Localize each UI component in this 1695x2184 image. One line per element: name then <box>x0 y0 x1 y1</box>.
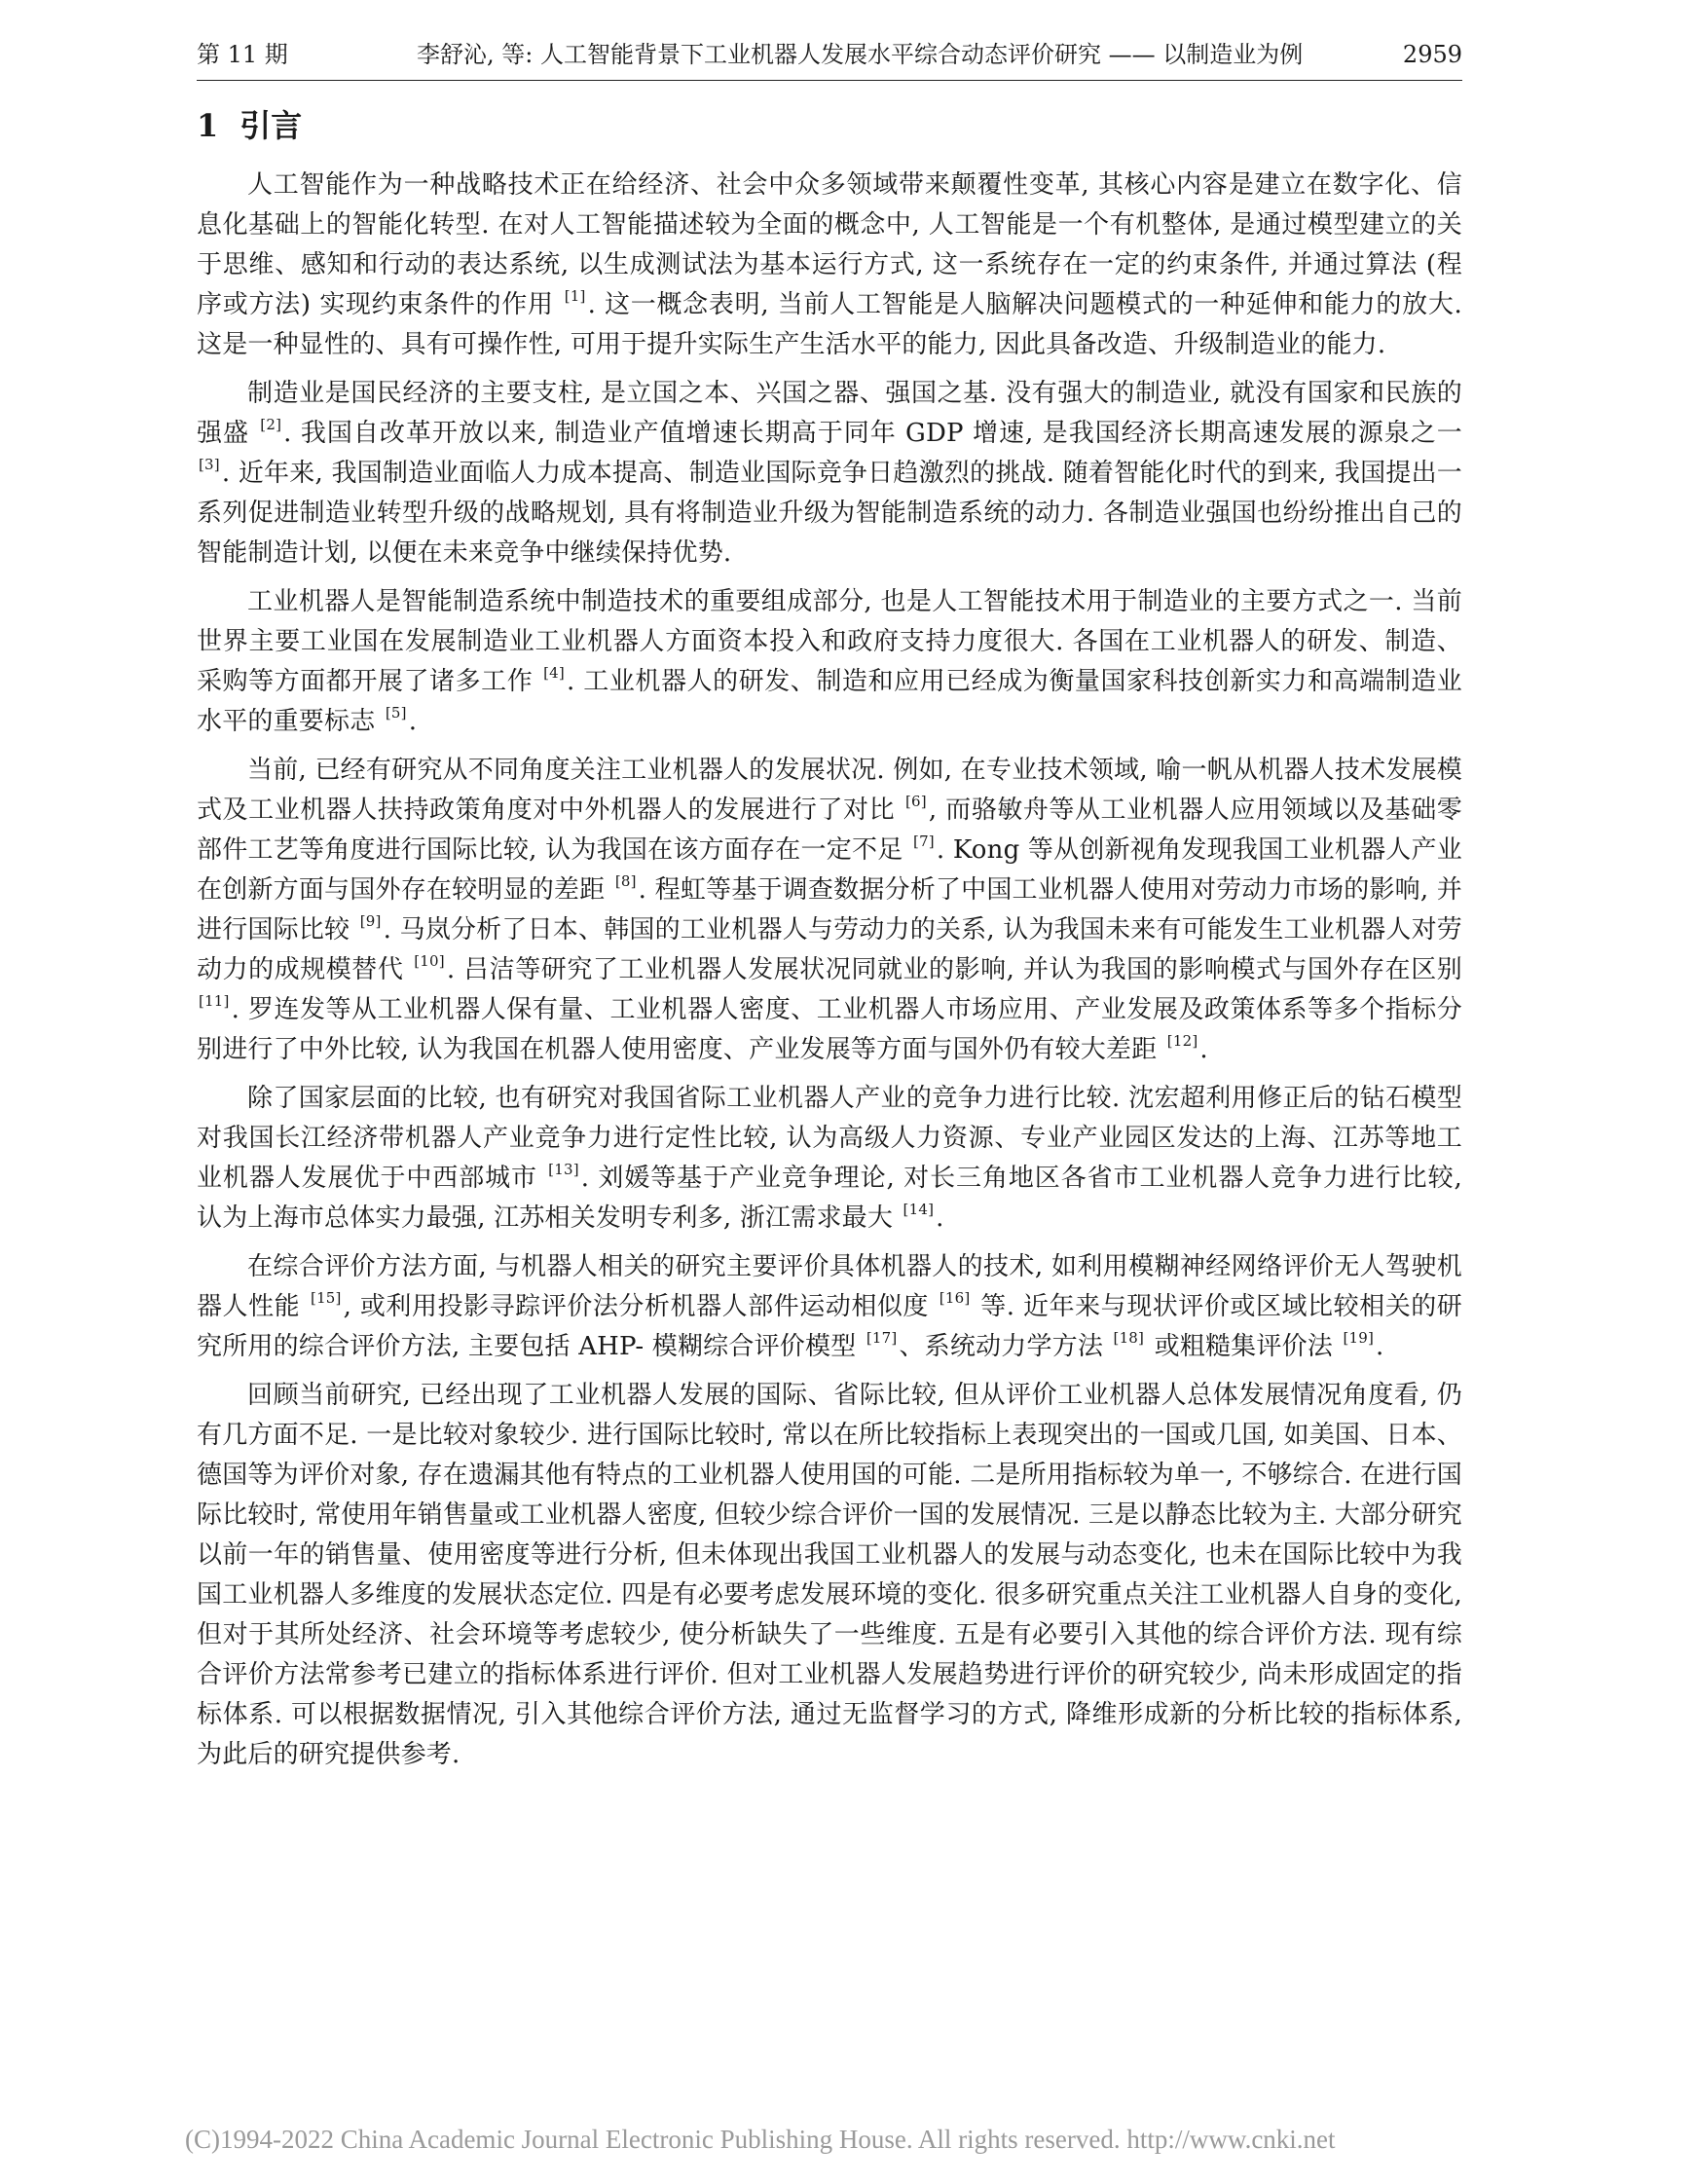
citation-ref: [16] <box>939 1289 971 1307</box>
paragraph-text: 制造业是国民经济的主要支柱, 是立国之本、兴国之器、强国之基. 没有强大的制造业, 就没有国家和民族的强盛 <box>197 379 1462 448</box>
citation-ref: [19] <box>1343 1329 1375 1347</box>
citation-ref: [5] <box>385 704 407 722</box>
citation-ref: [3] <box>199 456 220 473</box>
issue-label: 第 11 期 <box>197 41 288 68</box>
paragraph-text: . 近年来, 我国制造业面临人力成本提高、制造业国际竞争日趋激烈的挑战. 随着智能化时代的到来, 我国提出一系列促进制造业转型升级的战略规划, 具有将制造业升级为智能制造系统的动力. 各制造业强国也纷纷推出自己的智能制造计划, 以便在未来竞争中继续保持优势. <box>197 459 1462 568</box>
running-title: 李舒沁, 等: 人工智能背景下工业机器人发展水平综合动态评价研究 —— 以制造业为例 <box>417 41 1304 68</box>
section-heading <box>197 101 302 150</box>
body-paragraph <box>197 1247 1462 1367</box>
citation-ref: [14] <box>903 1201 935 1218</box>
citation-ref: [8] <box>614 872 637 890</box>
paragraph-text: 工业机器人是智能制造系统中制造技术的重要组成部分, 也是人工智能技术用于制造业的主要方式之一. 当前世界主要工业国在发展制造业工业机器人方面资本投入和政府支持力度很大. 各国在工业机器人的研发、制造、采购等方面都开展了诸多工作 <box>197 587 1462 696</box>
citation-ref: [13] <box>548 1161 579 1178</box>
citation-ref: [4] <box>543 664 565 682</box>
paragraph-text: . 我国自改革开放以来, 制造业产值增速长期高于同年 GDP 增速, 是我国经济长期高速发展的源泉之一 <box>283 419 1462 448</box>
page-number: 2959 <box>1402 41 1462 68</box>
citation-ref: [17] <box>866 1329 898 1347</box>
citation-ref: [7] <box>913 833 935 850</box>
copyright-footer: (C)1994-2022 China Academic Journal Electronic Publishing House. All rights reserved. http://www.cnki.net <box>185 2125 1336 2154</box>
paragraph-text: 回顾当前研究, 已经出现了工业机器人发展的国际、省际比较, 但从评价工业机器人总体发展情况角度看, 仍有几方面不足. 一是比较对象较少. 进行国际比较时, 常以在所比较指标上表现突出的一国或几国, 如美国、日本、德国等为评价对象, 存在遗漏其他有特点的工业机器人使用国的可能. 二是所用指标较为单一, 不够综合. 在进行国际比较时, 常使用年销售量或工业机器人密度, 但较少综合评价一国的发展情况. 三是以静态比较为主. 大部分研究以前一年的销售量、使用密度等进行分析, 但未体现出我国工业机器人的发展与动态变化, 也未在国际比较中为我国工业机器人多维度的发展状态定位. 四是有必要考虑发展环境的变化. 很多研究重点关注工业机器人自身的变化, 但对于其所处经济、社会环境等考虑较少, 使分析缺失了一些维度. 五是有必要引入其他的综合评价方法. 现有综合评价方法常参考已建立的指标体系进行评价. 但对工业机器人发展趋势进行评价的研究较少, 尚未形成固定的指标体系. 可以根据数据情况, 引入其他综合评价方法, 通过无监督学习的方式, 降维形成新的分析比较的指标体系, 为此后的研究提供参考. <box>197 1381 1462 1769</box>
paragraph-text: . 马岚分析了日本、韩国的工业机器人与劳动力的关系, 认为我国未来有可能发生工业机器人对劳动力的成规模替代 <box>197 915 1463 984</box>
header-rule <box>197 80 1462 81</box>
citation-ref: [10] <box>414 952 445 970</box>
paragraph-text: . 这一概念表明, 当前人工智能是人脑解决问题模式的一种延伸和能力的放大. 这是一种显性的、具有可操作性, 可用于提升实际生产生活水平的能力, 因此具备改造、升级制造业的能力. <box>197 290 1463 359</box>
paragraph-text: 人工智能作为一种战略技术正在给经济、社会中众多领域带来颠覆性变革, 其核心内容是建立在数字化、信息化基础上的智能化转型. 在对人工智能描述较为全面的概念中, 人工智能是一个有机整体, 是通过模型建立的关于思维、感知和行动的表达系统, 以生成测试法为基本运行方式, 这一系统存在一定的约束条件, 并通过算法 (程序或方法) 实现约束条件的作用 <box>197 170 1462 319</box>
paragraph-text: . 刘媛等基于产业竞争理论, 对长三角地区各省市工业机器人竞争力进行比较, 认为上海市总体实力最强, 江苏相关发明专利多, 浙江需求最大 <box>197 1164 1462 1233</box>
paragraph-text: . 罗连发等从工业机器人保有量、工业机器人密度、工业机器人市场应用、产业发展及政策体系等多个指标分别进行了中外比较, 认为我国在机器人使用密度、产业发展等方面与国外仍有较大差距 <box>197 995 1462 1064</box>
paragraph-text: , 或利用投影寻踪评价法分析机器人部件运动相似度 <box>343 1292 938 1321</box>
citation-ref: [18] <box>1113 1329 1145 1347</box>
citation-ref: [12] <box>1166 1032 1198 1050</box>
paragraph-text: 除了国家层面的比较, 也有研究对我国省际工业机器人产业的竞争力进行比较. 沈宏超利用修正后的钻石模型对我国长江经济带机器人产业竞争力进行定性比较, 认为高级人力资源、专业产业园区发达的上海、江苏等地工业机器人发展优于中西部城市 <box>197 1084 1462 1193</box>
paragraph-text: . <box>408 707 418 736</box>
citation-ref: [1] <box>564 287 586 305</box>
paragraph-text: 在综合评价方法方面, 与机器人相关的研究主要评价具体机器人的技术, 如利用模糊神经网络评价无人驾驶机器人性能 <box>197 1252 1462 1321</box>
paragraph-text: . <box>1376 1332 1384 1361</box>
running-header <box>197 35 1462 74</box>
section-title: 引言 <box>240 107 303 144</box>
paragraph-text: . <box>936 1203 944 1233</box>
paragraph-text: . 工业机器人的研发、制造和应用已经成为衡量国家科技创新实力和高端制造业水平的重要标志 <box>197 667 1462 736</box>
body-paragraph <box>197 1079 1462 1239</box>
paragraph-text: 、系统动力学方法 <box>899 1332 1112 1361</box>
paragraph-text: 当前, 已经有研究从不同角度关注工业机器人的发展状况. 例如, 在专业技术领域, 喻一帆从机器人技术发展模式及工业机器人扶持政策角度对中外机器人的发展进行了对比 <box>197 756 1462 825</box>
paragraph-text: . Kong 等从创新视角发现我国工业机器人产业在创新方面与国外存在较明显的差距 <box>197 835 1462 905</box>
paragraph-text: 或粗糙集评价法 <box>1146 1332 1342 1361</box>
body-text <box>197 166 1462 1784</box>
body-paragraph <box>197 166 1462 365</box>
body-paragraph <box>197 1376 1462 1775</box>
paragraph-text: 等. 近年来与现状评价或区域比较相关的研究所用的综合评价方法, 主要包括 AHP- 模糊综合评价模型 <box>197 1292 1462 1361</box>
citation-ref: [6] <box>904 793 927 810</box>
paragraph-text: . <box>1199 1035 1208 1064</box>
body-paragraph <box>197 751 1462 1070</box>
citation-ref: [9] <box>359 912 382 930</box>
paragraph-text: , 而骆敏舟等从工业机器人应用领域以及基础零部件工艺等角度进行国际比较, 认为我国在该方面存在一定不足 <box>197 796 1462 865</box>
citation-ref: [11] <box>199 992 230 1010</box>
body-paragraph <box>197 582 1462 742</box>
citation-ref: [2] <box>260 416 282 433</box>
body-paragraph <box>197 374 1462 574</box>
paragraph-text: . 程虹等基于调查数据分析了中国工业机器人使用对劳动力市场的影响, 并进行国际比较 <box>197 875 1462 944</box>
citation-ref: [15] <box>311 1289 342 1307</box>
paragraph-text: . 吕洁等研究了工业机器人发展状况同就业的影响, 并认为我国的影响模式与国外存在区别 <box>446 955 1462 984</box>
section-number: 1 <box>197 107 219 144</box>
